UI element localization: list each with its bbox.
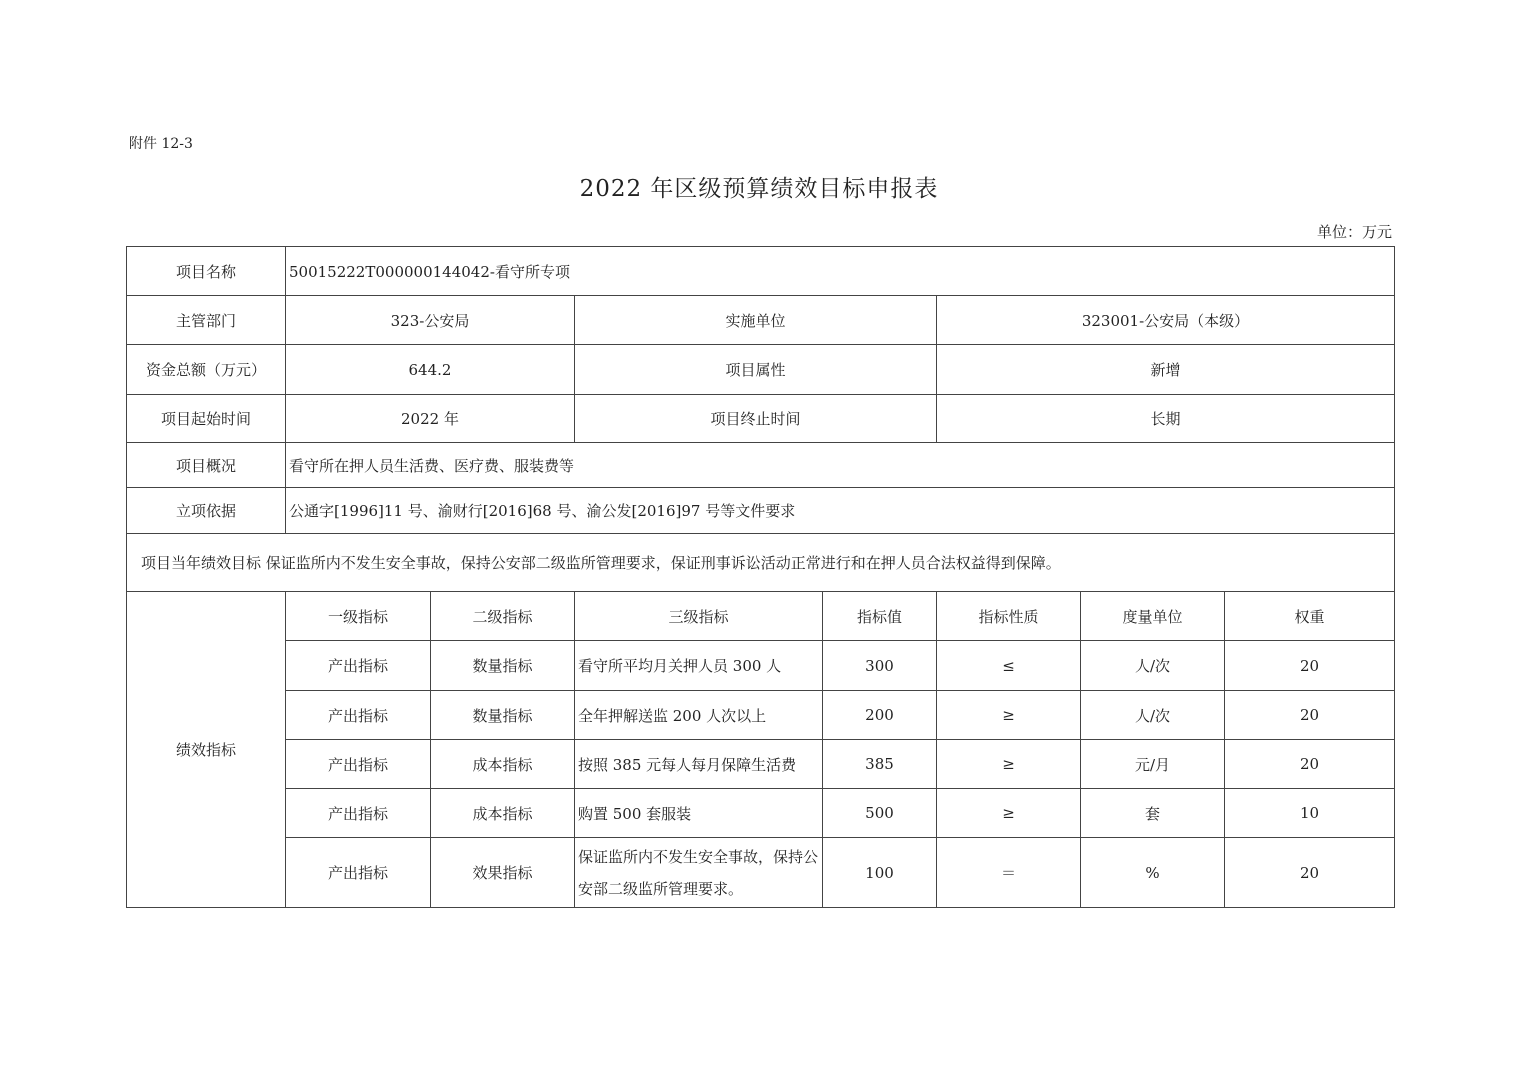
value-cell: 385 xyxy=(823,740,937,789)
impl-unit-label: 实施单位 xyxy=(575,296,937,345)
level1-cell: 产出指标 xyxy=(286,641,431,691)
level3-cell: 购置 500 套服装 xyxy=(575,789,823,838)
level1-cell: 产出指标 xyxy=(286,740,431,789)
header-level3: 三级指标 xyxy=(575,592,823,641)
total-funds-value: 644.2 xyxy=(286,345,575,395)
row-department xyxy=(127,296,1395,345)
row-overview xyxy=(127,443,1395,488)
row-project-name xyxy=(127,247,1395,296)
header-level1: 一级指标 xyxy=(286,592,431,641)
row-timeframe xyxy=(127,395,1395,443)
annual-goal-value: 保证监所内不发生安全事故，保持公安部二级监所管理要求，保证刑事诉讼活动正常进行和在押人员合法权益得到保障。 xyxy=(265,554,1061,572)
unit-cell: % xyxy=(1081,838,1225,908)
overview-label: 项目概况 xyxy=(127,443,286,488)
level2-cell: 效果指标 xyxy=(431,838,575,908)
annex-label: 附件 12-3 xyxy=(129,136,193,152)
unit-label: 单位：万元 xyxy=(1316,223,1392,241)
nature-cell: ≥ xyxy=(937,789,1081,838)
basis-value: 公通字[1996]11 号、渝财行[2016]68 号、渝公发[2016]97 号等文件要求 xyxy=(286,488,1395,534)
project-name-value: 50015222T000000144042-看守所专项 xyxy=(286,247,1395,296)
level2-cell: 成本指标 xyxy=(431,789,575,838)
header-weight: 权重 xyxy=(1225,592,1395,641)
annual-goal-label: 项目当年绩效目标 xyxy=(141,554,262,572)
table-row xyxy=(127,740,1395,789)
value-cell: 100 xyxy=(823,838,937,908)
project-attr-value: 新增 xyxy=(937,345,1395,395)
row-annual-goal xyxy=(127,534,1395,592)
weight-cell: 20 xyxy=(1225,740,1395,789)
table-row xyxy=(127,789,1395,838)
value-cell: 500 xyxy=(823,789,937,838)
row-funds xyxy=(127,345,1395,395)
basis-label: 立项依据 xyxy=(127,488,286,534)
weight-cell: 20 xyxy=(1225,691,1395,740)
page-title: 2022 年区级预算绩效目标申报表 xyxy=(579,176,939,202)
level3-cell: 保证监所内不发生安全事故，保持公安部二级监所管理要求。 xyxy=(575,838,823,908)
level2-cell: 数量指标 xyxy=(431,691,575,740)
end-time-value: 长期 xyxy=(937,395,1395,443)
indicator-header-row xyxy=(127,592,1395,641)
nature-cell: ≤ xyxy=(937,641,1081,691)
impl-unit-value: 323001-公安局（本级） xyxy=(937,296,1395,345)
level1-cell: 产出指标 xyxy=(286,838,431,908)
level1-cell: 产出指标 xyxy=(286,789,431,838)
start-time-value: 2022 年 xyxy=(286,395,575,443)
header-unit: 度量单位 xyxy=(1081,592,1225,641)
value-cell: 200 xyxy=(823,691,937,740)
header-level2: 二级指标 xyxy=(431,592,575,641)
project-attr-label: 项目属性 xyxy=(575,345,937,395)
budget-performance-form xyxy=(126,246,1395,908)
level2-cell: 成本指标 xyxy=(431,740,575,789)
dept-value: 323-公安局 xyxy=(286,296,575,345)
level3-cell: 看守所平均月关押人员 300 人 xyxy=(575,641,823,691)
row-basis xyxy=(127,488,1395,534)
value-cell: 300 xyxy=(823,641,937,691)
header-nature: 指标性质 xyxy=(937,592,1081,641)
annual-goal-cell xyxy=(127,534,1395,592)
nature-cell: ≥ xyxy=(937,691,1081,740)
weight-cell: 20 xyxy=(1225,641,1395,691)
unit-cell: 元/月 xyxy=(1081,740,1225,789)
weight-cell: 20 xyxy=(1225,838,1395,908)
nature-cell: ＝ xyxy=(937,838,1081,908)
unit-cell: 套 xyxy=(1081,789,1225,838)
start-time-label: 项目起始时间 xyxy=(127,395,286,443)
header-value: 指标值 xyxy=(823,592,937,641)
project-name-label: 项目名称 xyxy=(127,247,286,296)
table-row xyxy=(127,838,1395,908)
table-row xyxy=(127,641,1395,691)
overview-value: 看守所在押人员生活费、医疗费、服装费等 xyxy=(286,443,1395,488)
level3-cell: 按照 385 元每人每月保障生活费 xyxy=(575,740,823,789)
nature-cell: ≥ xyxy=(937,740,1081,789)
dept-label: 主管部门 xyxy=(127,296,286,345)
weight-cell: 10 xyxy=(1225,789,1395,838)
level3-cell: 全年押解送监 200 人次以上 xyxy=(575,691,823,740)
unit-cell: 人/次 xyxy=(1081,691,1225,740)
level2-cell: 数量指标 xyxy=(431,641,575,691)
total-funds-label: 资金总额（万元） xyxy=(127,345,286,395)
unit-cell: 人/次 xyxy=(1081,641,1225,691)
table-row xyxy=(127,691,1395,740)
end-time-label: 项目终止时间 xyxy=(575,395,937,443)
level1-cell: 产出指标 xyxy=(286,691,431,740)
indicators-section-label: 绩效指标 xyxy=(127,592,286,908)
